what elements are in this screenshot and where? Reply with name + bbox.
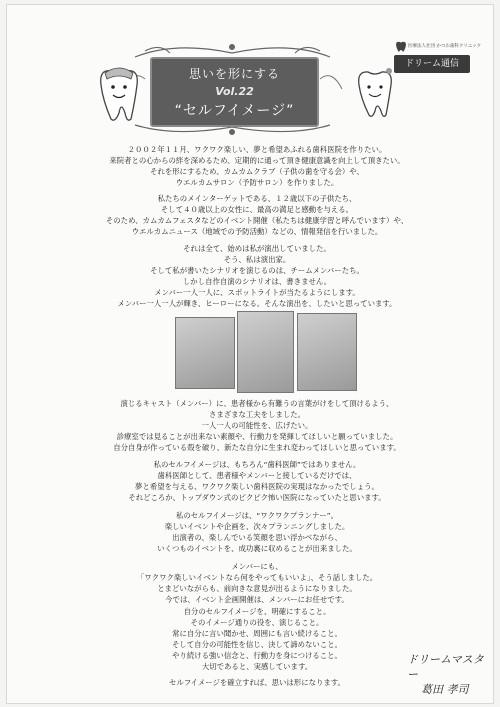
- volume-label: Vol.22: [215, 85, 254, 98]
- paragraph-2: [37, 194, 477, 238]
- text-line: ウエルカムサロン（予防サロン）を作りました。: [175, 177, 339, 187]
- tooth-mascot-right-icon: [355, 67, 395, 121]
- text-line: そして私が書いたシナリオを演じるのは、チームメンバーたち。: [150, 265, 364, 275]
- text-line: 自分のセルフイメージを、明確にすること。: [183, 607, 331, 616]
- photo-staff-consultation: [175, 317, 235, 389]
- text-line: しかし自作自演のシナリオは、書きません。: [182, 276, 332, 286]
- text-line: ウエルカムニュース（地域での予防活動）などの、情報発信を行いました。: [131, 226, 383, 236]
- text-line: 大切であると、実感しています。: [201, 661, 313, 671]
- page-subtitle: “セルフイメージ”: [174, 103, 295, 119]
- newsletter-name-badge: ドリーム通信: [394, 55, 470, 73]
- text-line: 「ワクワク楽しいイベントなら何をやってもいいよ」、そう話しました。: [136, 572, 378, 582]
- paragraph-7: [37, 562, 477, 606]
- text-line: 常に自分に言い聞かせ、周囲にも言い続けること。: [172, 628, 342, 638]
- text-line: ２００２年１１月、ワクワク楽しい、夢と希望あふれる歯科医院を作りたい。: [127, 145, 387, 154]
- tooth-mascot-left-icon: [95, 65, 143, 125]
- text-line: とまどいながらも、前向きな意見が出るようになりました。: [157, 583, 357, 593]
- text-line: いくつものイベントを、成功裏に収めることが出来ました。: [157, 543, 357, 553]
- paragraph-1: [37, 145, 477, 189]
- text-line: やり続ける強い信念と、行動力を身につけること。: [172, 650, 342, 660]
- text-line: 今では、イベント企画開催は、メンバーにお任せです。: [165, 594, 349, 604]
- text-line: 演じるキャスト（メンバー）に、患者様から有難うの言葉がけをして頂けるよう、: [120, 399, 394, 408]
- text-line: 私のセルフイメージは、もちろん“歯科医師”ではありません。: [153, 460, 361, 469]
- closing-line: セルフイメージを確立すれば、思いは形になります。: [169, 678, 345, 687]
- title-banner: [150, 57, 319, 127]
- text-line: さまざまな工夫をしました。: [208, 409, 306, 419]
- text-line: 診療室では見ることが出来ない素顔や、行動力を発揮してほしいと願っていました。: [116, 431, 398, 441]
- clinic-name: 医療法人社団 かつお歯科クリニック: [408, 44, 482, 49]
- text-line: 歯科医師として、患者様やメンバーと接しているだけでは、: [157, 470, 357, 480]
- text-line: 一人一人の可能性を、広げたい。: [201, 420, 313, 430]
- text-line: メンバー一人一人が輝き、ヒーローになる。そんな演出を、したいと思っています。: [117, 298, 397, 308]
- text-line: 来院者との心からの絆を深めるため、定期的に通って頂き健康意識を向上して頂きたい。: [109, 155, 405, 165]
- text-line: そして４０歳以上の女性に、最高の満足と感動を与える。: [160, 204, 354, 214]
- text-line: 自分自身が作っている殻を破り、新たな自分に生まれ変わってほしいと思っています。: [113, 442, 401, 452]
- text-line: そのため、カムカムフェスタなどのイベント開催（私たちは健康学習と呼んでいます）や、: [105, 215, 409, 225]
- page-title: 思いを形にする: [188, 67, 280, 81]
- paragraph-5: [37, 460, 477, 504]
- signature-name: 葛田 孝司: [421, 683, 469, 696]
- text-line: 楽しいイベントや企画を、次々プランニングしました。: [164, 521, 350, 531]
- text-line: 私たちのメインターゲットである、１２歳以下の子供たち、: [157, 194, 357, 203]
- paragraph-6: [37, 511, 477, 555]
- text-line: それを形にするため、カムカムクラブ（子供の歯を守る会）や、: [150, 166, 364, 176]
- text-line: そして自分の可能性を信じ、決して諦めないこと。: [172, 639, 342, 649]
- photo-staff-group: [297, 313, 357, 391]
- text-line: メンバーにも、: [231, 562, 283, 571]
- newsletter-page: [6, 4, 494, 704]
- signature: [407, 652, 493, 697]
- text-line: それどころか、トップダウン式のピクピク怖い医院になっていたと思います。: [128, 492, 386, 502]
- text-line: 出演者の、楽しんでいる笑顔を思い浮かべながら、: [172, 532, 342, 542]
- signature-title: ドリームマスター: [407, 653, 484, 681]
- text-line: 私のセルフイメージは、“ワクワクプランナー”。: [176, 511, 338, 520]
- text-line: それは全て、始めは私が演出していました。: [183, 244, 331, 253]
- text-line: そのイメージ通りの役を、演じること。: [190, 617, 324, 627]
- text-line: メンバー一人一人に、スポットライトが当たるようにします。: [154, 287, 360, 297]
- clinic-logo: [394, 41, 482, 79]
- photo-dentist-portrait: [237, 311, 294, 393]
- paragraph-3: [37, 244, 477, 309]
- text-line: 夢と希望を与える、ワクワク楽しい歯科医院の実現はなかったでしょう。: [135, 481, 379, 491]
- tooth-logo-icon: [394, 41, 408, 53]
- paragraph-4: [37, 399, 477, 454]
- text-line: そう、私は演出家。: [223, 254, 291, 264]
